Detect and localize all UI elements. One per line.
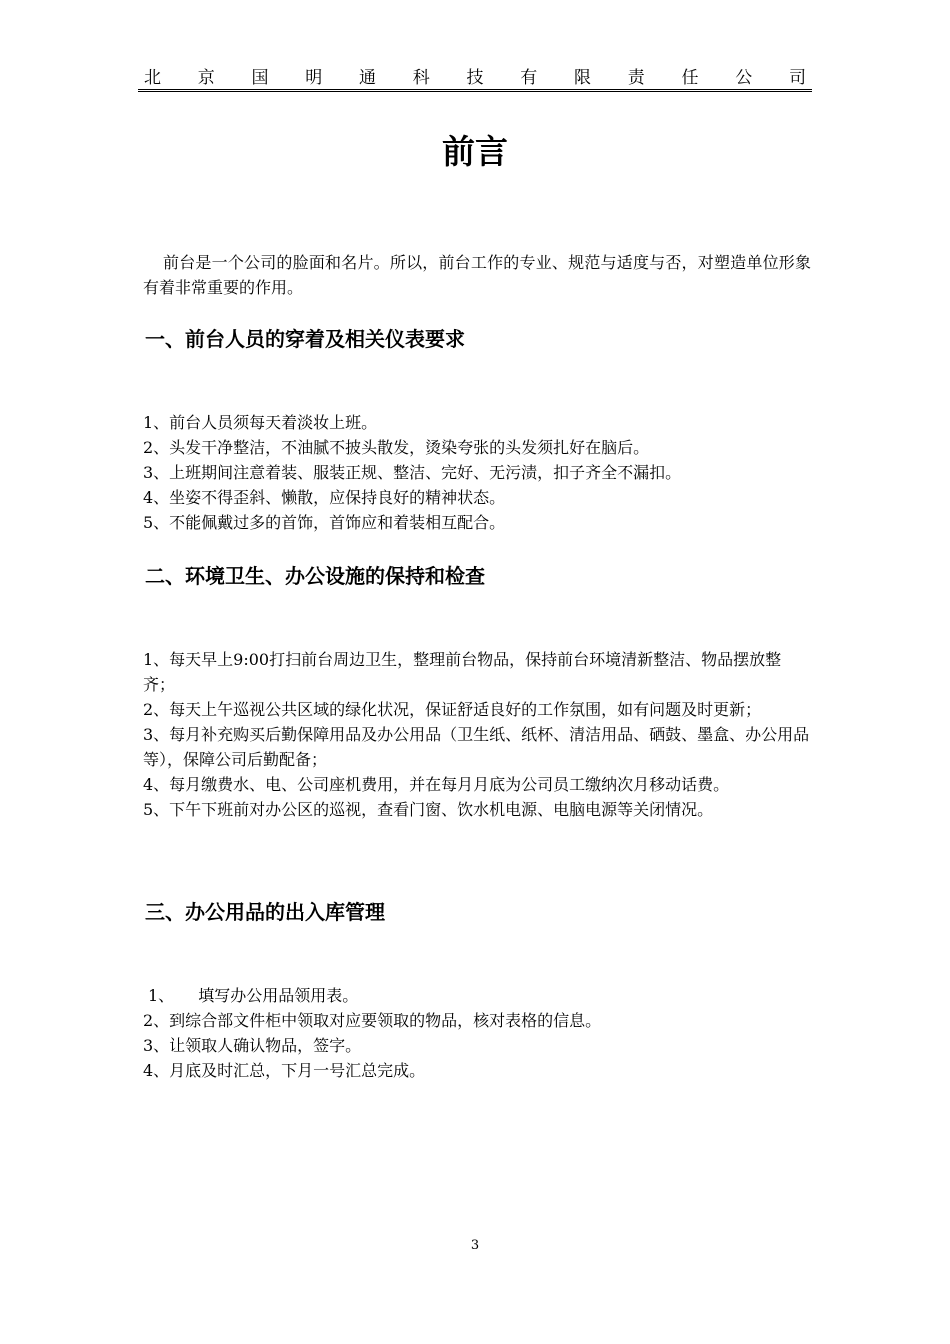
header-char: 公 [735,68,753,88]
header-char: 京 [197,68,215,88]
header-char: 限 [574,68,591,88]
list-item: 2、到综合部文件柜中领取对应要领取的物品，核对表格的信息。 [143,1011,602,1030]
header-char: 通 [359,68,376,88]
list-item: 1、每天早上9:00打扫前台周边卫生，整理前台物品，保持前台环境清新整洁、物品摆放整齐； [143,650,782,694]
header-char: 国 [251,68,269,88]
section-2-list [143,647,811,822]
list-item: 3、让领取人确认物品，签字。 [143,1036,362,1055]
list-item: 3、上班期间注意着装、服装正规、整洁、完好、无污渍，扣子齐全不漏扣。 [143,463,682,482]
header-char: 科 [412,68,430,88]
header-char: 明 [305,68,323,88]
company-name [138,68,812,88]
list-item: 2、每天上午巡视公共区域的绿化状况，保证舒适良好的工作氛围，如有问题及时更新； [143,700,762,719]
list-item-text: 填写办公用品领用表。 [198,986,359,1005]
header-char: 技 [466,68,484,88]
list-item: 5、不能佩戴过多的首饰，首饰应和着装相互配合。 [143,513,506,532]
page-title: 前言 [442,132,508,171]
list-item [143,983,811,1008]
page-header [138,68,812,92]
section-1-list [143,410,811,535]
list-item: 4、每月缴费水、电、公司座机费用，并在每月月底为公司员工缴纳次月移动话费。 [143,775,730,794]
header-char: 责 [627,68,645,88]
header-char: 司 [789,68,806,88]
intro-paragraph: 前台是一个公司的脸面和名片。所以，前台工作的专业、规范与适度与否，对塑造单位形象有着非常重要的作用。 [143,253,811,297]
list-item-number: 1、 [148,986,175,1005]
list-item: 5、下午下班前对办公区的巡视，查看门窗、饮水机电源、电脑电源等关闭情况。 [143,800,714,819]
header-char: 任 [681,68,699,88]
list-item: 1、前台人员须每天着淡妆上班。 [143,413,378,432]
header-char: 有 [520,68,538,88]
section-heading-2: 二、环境卫生、办公设施的保持和检查 [145,564,485,588]
list-item: 2、头发干净整洁，不油腻不披头散发，烫染夸张的头发须扎好在脑后。 [143,438,650,457]
section-heading-3: 三、办公用品的出入库管理 [145,900,385,924]
section-heading-1: 一、前台人员的穿着及相关仪表要求 [145,327,465,351]
list-item: 3、每月补充购买后勤保障用品及办公用品（卫生纸、纸杯、清洁用品、硒鼓、墨盒、办公用品等），保障公司后勤配备； [143,725,810,769]
list-item: 4、月底及时汇总，下月一号汇总完成。 [143,1061,426,1080]
list-item: 4、坐姿不得歪斜、懒散，应保持良好的精神状态。 [143,488,506,507]
header-char: 北 [144,68,161,88]
page-number: 3 [470,1238,480,1253]
section-3-list [143,983,811,1083]
